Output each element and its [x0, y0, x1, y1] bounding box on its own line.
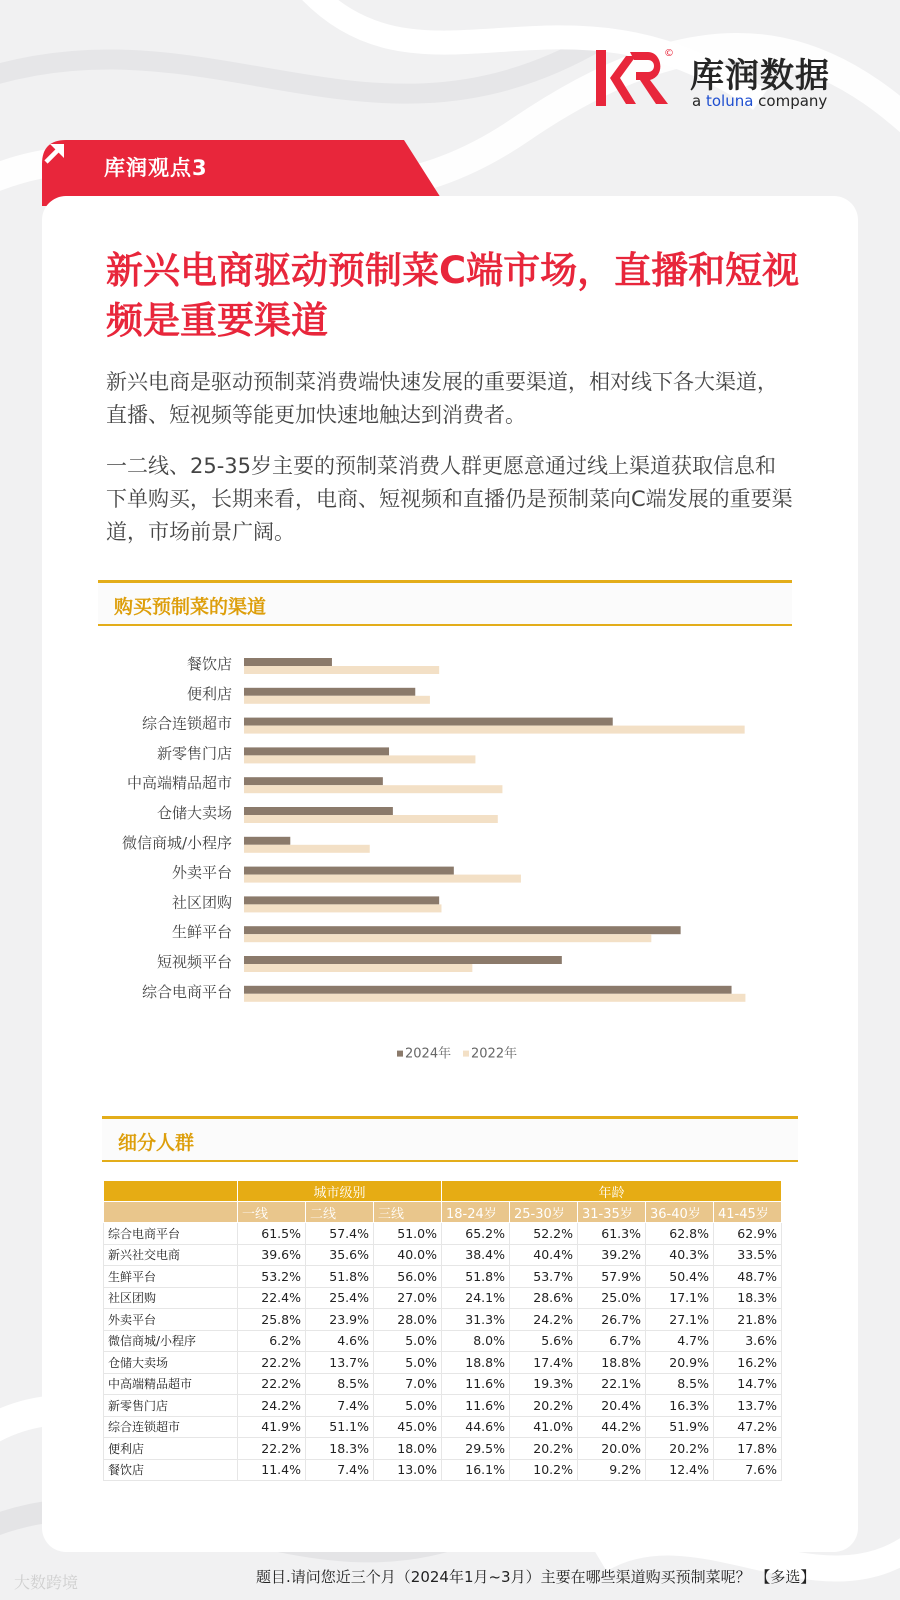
tab-label: 库润观点3 — [104, 156, 208, 180]
table-row-label: 生鲜平台 — [104, 1266, 238, 1288]
table-sub-header: 三线 — [374, 1202, 442, 1223]
table-cell: 17.1% — [646, 1287, 714, 1309]
survey-question: 题目.请问您近三个月（2024年1月~3月）主要在哪些渠道购买预制菜呢？ 【多选】 — [256, 1568, 816, 1586]
brand-subtitle-c: company — [753, 92, 828, 110]
table-sub-header: 一线 — [238, 1202, 306, 1223]
table-sub-header: 41-45岁 — [714, 1202, 782, 1223]
table-cell: 22.2% — [238, 1373, 306, 1395]
table-cell: 18.8% — [442, 1352, 510, 1374]
table-cell: 7.0% — [374, 1373, 442, 1395]
table-cell: 33.5% — [714, 1244, 782, 1266]
table-cell: 18.3% — [714, 1287, 782, 1309]
channel-bar-chart — [42, 640, 858, 1080]
table-group-header: 城市级别 — [238, 1181, 442, 1202]
table-cell: 18.8% — [578, 1352, 646, 1374]
table-cell: 12.4% — [646, 1459, 714, 1481]
bar-2024 — [244, 658, 332, 666]
table-row-label: 综合电商平台 — [104, 1223, 238, 1245]
table-row-label: 社区团购 — [104, 1287, 238, 1309]
bar-2024 — [244, 896, 439, 904]
table-cell: 20.2% — [510, 1438, 578, 1460]
table-cell: 48.7% — [714, 1266, 782, 1288]
table-cell: 7.6% — [714, 1459, 782, 1481]
table-cell: 57.9% — [578, 1266, 646, 1288]
table-row-label: 仓储大卖场 — [104, 1352, 238, 1374]
table-sub-header: 25-30岁 — [510, 1202, 578, 1223]
table-cell: 11.6% — [442, 1373, 510, 1395]
section-title-segments: 细分人群 — [118, 1132, 195, 1154]
table-cell: 26.7% — [578, 1309, 646, 1331]
table-cell: 6.7% — [578, 1330, 646, 1352]
table-cell: 65.2% — [442, 1223, 510, 1245]
table-row — [104, 1459, 782, 1481]
table-row — [104, 1244, 782, 1266]
bar-2024 — [244, 956, 562, 964]
table-cell: 39.6% — [238, 1244, 306, 1266]
table-cell: 31.3% — [442, 1309, 510, 1331]
table-row-label: 综合连锁超市 — [104, 1416, 238, 1438]
table-row — [104, 1373, 782, 1395]
table-cell: 17.4% — [510, 1352, 578, 1374]
headline: 新兴电商驱动预制菜C端市场，直播和短视频是重要渠道 — [106, 249, 800, 342]
brand-name: 库润数据 — [690, 56, 830, 96]
table-cell: 20.0% — [578, 1438, 646, 1460]
table-row-label: 外卖平台 — [104, 1309, 238, 1331]
table-cell: 10.2% — [510, 1459, 578, 1481]
legend-label: 2022年 — [471, 1046, 518, 1062]
table-cell: 8.0% — [442, 1330, 510, 1352]
bar-2022 — [244, 964, 472, 972]
table-cell: 22.2% — [238, 1352, 306, 1374]
table-cell: 20.2% — [510, 1395, 578, 1417]
table-cell: 20.4% — [578, 1395, 646, 1417]
table-cell: 45.0% — [374, 1416, 442, 1438]
table-cell: 27.1% — [646, 1309, 714, 1331]
bar-2022 — [244, 934, 651, 942]
brand-subtitle-toluna: toluna — [705, 92, 754, 110]
bar-2024 — [244, 777, 383, 785]
table-cell: 19.3% — [510, 1373, 578, 1395]
bar-2022 — [244, 904, 441, 912]
table-cell: 61.5% — [238, 1223, 306, 1245]
table-cell: 61.3% — [578, 1223, 646, 1245]
bar-2022 — [244, 785, 502, 793]
table-row-label: 餐饮店 — [104, 1459, 238, 1481]
table-cell: 16.2% — [714, 1352, 782, 1374]
bar-2024 — [244, 718, 613, 726]
table-cell: 28.6% — [510, 1287, 578, 1309]
table-cell: 41.9% — [238, 1416, 306, 1438]
category-label: 新零售门店 — [156, 744, 232, 763]
segment-table — [103, 1180, 782, 1481]
table-cell: 5.0% — [374, 1330, 442, 1352]
table-cell: 62.8% — [646, 1223, 714, 1245]
table-sub-header: 31-35岁 — [578, 1202, 646, 1223]
table-cell: 57.4% — [306, 1223, 374, 1245]
table-cell: 24.1% — [442, 1287, 510, 1309]
table-cell: 22.2% — [238, 1438, 306, 1460]
table-cell: 51.8% — [306, 1266, 374, 1288]
table-cell: 7.4% — [306, 1459, 374, 1481]
table-row — [104, 1309, 782, 1331]
table-cell: 51.1% — [306, 1416, 374, 1438]
table-cell: 5.6% — [510, 1330, 578, 1352]
table-cell: 25.8% — [238, 1309, 306, 1331]
table-cell: 13.0% — [374, 1459, 442, 1481]
table-row-label: 新兴社交电商 — [104, 1244, 238, 1266]
table-cell: 40.0% — [374, 1244, 442, 1266]
table-row-label: 中高端精品超市 — [104, 1373, 238, 1395]
table-row — [104, 1352, 782, 1374]
table-cell: 9.2% — [578, 1459, 646, 1481]
table-cell: 56.0% — [374, 1266, 442, 1288]
brand-subtitle — [692, 92, 827, 110]
brand-logo — [596, 44, 856, 114]
section-title-channels: 购买预制菜的渠道 — [114, 596, 267, 618]
table-row — [104, 1416, 782, 1438]
table-cell: 51.0% — [374, 1223, 442, 1245]
table-cell: 18.3% — [306, 1438, 374, 1460]
table-cell: 52.2% — [510, 1223, 578, 1245]
table-row — [104, 1287, 782, 1309]
table-cell: 51.9% — [646, 1416, 714, 1438]
table-cell: 38.4% — [442, 1244, 510, 1266]
chart-svg — [42, 640, 858, 1080]
table-row-label: 新零售门店 — [104, 1395, 238, 1417]
category-label: 综合电商平台 — [141, 982, 232, 1001]
table-cell: 20.2% — [646, 1438, 714, 1460]
bar-2024 — [244, 837, 290, 845]
table-cell: 4.6% — [306, 1330, 374, 1352]
table-cell: 11.4% — [238, 1459, 306, 1481]
table-cell: 17.8% — [714, 1438, 782, 1460]
bar-2022 — [244, 875, 521, 883]
table-cell: 6.2% — [238, 1330, 306, 1352]
table-cell: 28.0% — [374, 1309, 442, 1331]
table-cell: 20.9% — [646, 1352, 714, 1374]
category-label: 微信商城/小程序 — [121, 833, 232, 852]
bar-2024 — [244, 986, 732, 994]
bar-2024 — [244, 926, 681, 934]
table-cell: 23.9% — [306, 1309, 374, 1331]
table-cell: 24.2% — [238, 1395, 306, 1417]
table-row-label: 便利店 — [104, 1438, 238, 1460]
table-row-label: 微信商城/小程序 — [104, 1330, 238, 1352]
bar-2024 — [244, 747, 389, 755]
table-cell: 51.8% — [442, 1266, 510, 1288]
table-row — [104, 1438, 782, 1460]
table-cell: 22.1% — [578, 1373, 646, 1395]
table-cell: 53.7% — [510, 1266, 578, 1288]
table-cell: 13.7% — [306, 1352, 374, 1374]
table-cell: 22.4% — [238, 1287, 306, 1309]
table-cell: 25.0% — [578, 1287, 646, 1309]
table-cell: 50.4% — [646, 1266, 714, 1288]
table-sub-header-row — [104, 1202, 782, 1223]
bar-2022 — [244, 696, 430, 704]
table-cell: 35.6% — [306, 1244, 374, 1266]
category-label: 综合连锁超市 — [141, 714, 232, 733]
table-cell: 39.2% — [578, 1244, 646, 1266]
table-sub-header: 18-24岁 — [442, 1202, 510, 1223]
table-cell: 8.5% — [306, 1373, 374, 1395]
table-cell: 16.3% — [646, 1395, 714, 1417]
table-cell: 7.4% — [306, 1395, 374, 1417]
bar-2022 — [244, 994, 745, 1002]
table-body — [104, 1223, 782, 1481]
table-cell: 13.7% — [714, 1395, 782, 1417]
bar-2022 — [244, 726, 745, 734]
section-header-segments — [102, 1116, 798, 1162]
bar-2022 — [244, 845, 370, 853]
table-cell: 8.5% — [646, 1373, 714, 1395]
table-cell: 16.1% — [442, 1459, 510, 1481]
table-cell: 4.7% — [646, 1330, 714, 1352]
brand-subtitle-a: a — [692, 92, 706, 110]
table-cell: 29.5% — [442, 1438, 510, 1460]
table-cell: 14.7% — [714, 1373, 782, 1395]
table-cell: 40.3% — [646, 1244, 714, 1266]
category-label: 餐饮店 — [186, 655, 232, 673]
bar-2024 — [244, 688, 415, 696]
category-label: 中高端精品超市 — [126, 774, 232, 793]
category-label: 短视频平台 — [156, 953, 232, 971]
legend-swatch — [463, 1051, 469, 1057]
table-cell: 5.0% — [374, 1395, 442, 1417]
intro-paragraph-2: 一二线、25-35岁主要的预制菜消费人群更愿意通过线上渠道获取信息和下单购买，长期来看，电商、短视频和直播仍是预制菜向C端发展的重要渠道，市场前景广阔。 — [106, 454, 793, 544]
watermark: 大数跨境 — [14, 1573, 79, 1592]
table-sub-header: 二线 — [306, 1202, 374, 1223]
section-header-channels — [98, 580, 792, 626]
table-cell: 53.2% — [238, 1266, 306, 1288]
legend-label: 2024年 — [405, 1046, 452, 1062]
table-sub-header — [104, 1202, 238, 1223]
table-cell: 24.2% — [510, 1309, 578, 1331]
table-cell: 41.0% — [510, 1416, 578, 1438]
category-label: 仓储大卖场 — [156, 804, 232, 822]
table-cell: 5.0% — [374, 1352, 442, 1374]
bar-2024 — [244, 807, 393, 815]
table-cell: 18.0% — [374, 1438, 442, 1460]
table-row — [104, 1395, 782, 1417]
table-row — [104, 1266, 782, 1288]
arrow-up-right-icon — [42, 140, 68, 166]
table-cell: 3.6% — [714, 1330, 782, 1352]
legend-swatch — [397, 1051, 403, 1057]
intro-paragraph-1: 新兴电商是驱动预制菜消费端快速发展的重要渠道，相对线下各大渠道，直播、短视频等能更加快速地触达到消费者。 — [106, 370, 778, 427]
bar-2022 — [244, 755, 475, 763]
table-group-header-row — [104, 1181, 782, 1202]
table-cell: 21.8% — [714, 1309, 782, 1331]
bar-2022 — [244, 815, 498, 823]
table-row — [104, 1223, 782, 1245]
category-label: 社区团购 — [171, 893, 232, 912]
bar-2024 — [244, 867, 454, 875]
table-cell: 25.4% — [306, 1287, 374, 1309]
bar-2022 — [244, 666, 439, 674]
table-sub-header: 36-40岁 — [646, 1202, 714, 1223]
table-cell: 44.6% — [442, 1416, 510, 1438]
category-label: 便利店 — [186, 684, 232, 703]
category-label: 生鲜平台 — [171, 923, 232, 942]
table-cell: 47.2% — [714, 1416, 782, 1438]
kuran-logo-icon — [596, 48, 670, 108]
table-row — [104, 1330, 782, 1352]
registered-mark: © — [664, 48, 674, 59]
table-group-header — [104, 1181, 238, 1202]
table-cell: 27.0% — [374, 1287, 442, 1309]
table-cell: 40.4% — [510, 1244, 578, 1266]
table-cell: 44.2% — [578, 1416, 646, 1438]
category-label: 外卖平台 — [171, 863, 232, 882]
table-cell: 11.6% — [442, 1395, 510, 1417]
table-cell: 62.9% — [714, 1223, 782, 1245]
table-group-header: 年龄 — [442, 1181, 782, 1202]
